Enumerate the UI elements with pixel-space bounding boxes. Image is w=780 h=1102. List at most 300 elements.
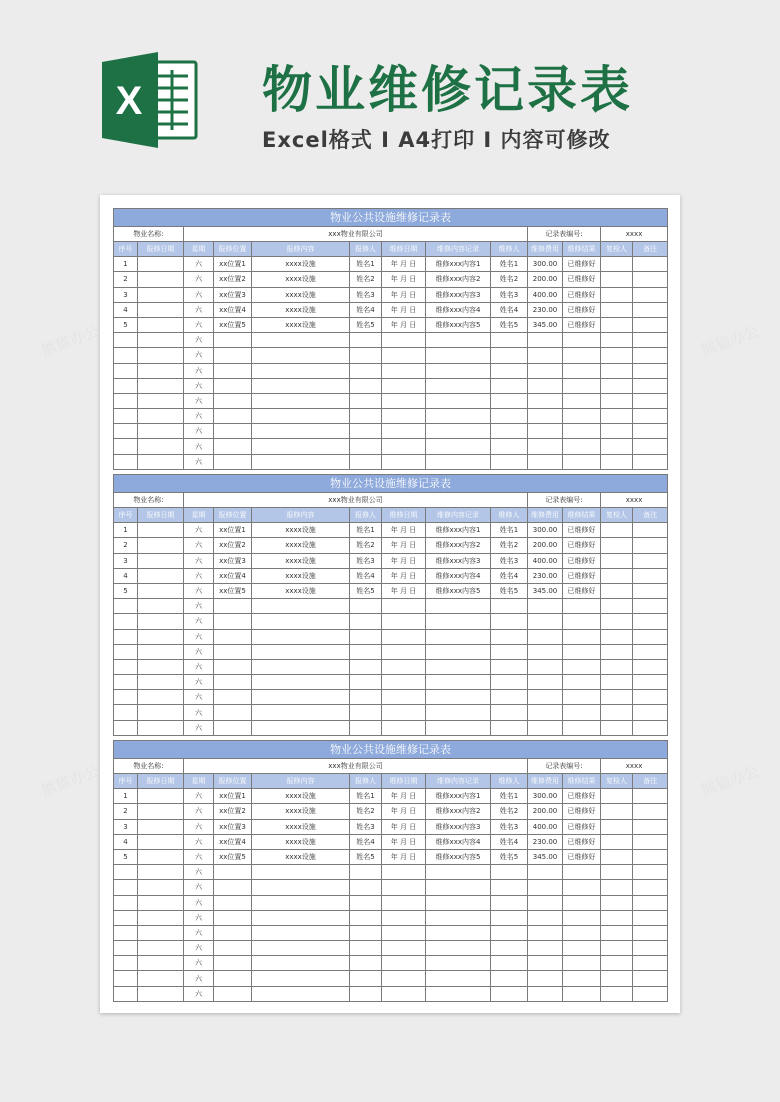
- table-cell: 六: [184, 317, 214, 332]
- table-cell: [138, 941, 184, 956]
- table-title-row: [114, 209, 668, 227]
- table-cell: [633, 424, 668, 439]
- table-cell: [491, 333, 528, 348]
- table-cell: [633, 599, 668, 614]
- table-cell: [138, 910, 184, 925]
- table-cell: 姓名3: [350, 287, 382, 302]
- table-cell: 年 月 日: [382, 523, 426, 538]
- table-cell: 维修xxx内容3: [426, 553, 491, 568]
- table-cell: [214, 629, 252, 644]
- table-cell: 已维修好: [563, 583, 601, 598]
- table-cell: 2: [114, 272, 138, 287]
- table-cell: [138, 409, 184, 424]
- table-row: [114, 378, 668, 393]
- table-cell: 年 月 日: [382, 272, 426, 287]
- table-cell: [214, 986, 252, 1001]
- table-cell: [601, 941, 633, 956]
- table-cell: xx位置1: [214, 523, 252, 538]
- table-cell: xx位置5: [214, 583, 252, 598]
- table-cell: 已维修好: [563, 523, 601, 538]
- table-cell: xxxx设施: [252, 804, 350, 819]
- table-cell: 六: [184, 424, 214, 439]
- table-cell: [426, 644, 491, 659]
- table-cell: 年 月 日: [382, 819, 426, 834]
- table-cell: [633, 705, 668, 720]
- table-title: 物业公共设施维修记录表: [114, 741, 668, 759]
- table-cell: [601, 895, 633, 910]
- table-cell: [114, 424, 138, 439]
- table-cell: [633, 956, 668, 971]
- table-row: [114, 705, 668, 720]
- table-cell: [252, 363, 350, 378]
- table-cell: [252, 675, 350, 690]
- table-cell: 六: [184, 287, 214, 302]
- table-cell: 六: [184, 675, 214, 690]
- table-cell: xxxx设施: [252, 849, 350, 864]
- table-cell: 六: [184, 439, 214, 454]
- table-cell: [491, 941, 528, 956]
- table-cell: [382, 941, 426, 956]
- column-header: 序号: [114, 508, 138, 523]
- table-cell: 5: [114, 317, 138, 332]
- table-cell: [563, 424, 601, 439]
- table-cell: xxxx设施: [252, 819, 350, 834]
- table-cell: 4: [114, 568, 138, 583]
- table-info-row: [114, 759, 668, 774]
- table-cell: [426, 378, 491, 393]
- table-row: [114, 538, 668, 553]
- table-cell: [633, 880, 668, 895]
- table-cell: 维修xxx内容5: [426, 583, 491, 598]
- table-cell: [350, 910, 382, 925]
- table-cell: [601, 925, 633, 940]
- maintenance-record-table: [113, 474, 668, 736]
- table-cell: [350, 393, 382, 408]
- table-cell: xx位置3: [214, 287, 252, 302]
- table-cell: [426, 629, 491, 644]
- table-cell: [633, 644, 668, 659]
- table-cell: 六: [184, 865, 214, 880]
- table-cell: 姓名4: [350, 568, 382, 583]
- table-cell: xx位置4: [214, 568, 252, 583]
- table-cell: [563, 880, 601, 895]
- table-cell: xx位置3: [214, 553, 252, 568]
- table-cell: [252, 880, 350, 895]
- table-cell: 六: [184, 925, 214, 940]
- table-cell: 200.00: [528, 538, 563, 553]
- table-cell: [633, 257, 668, 272]
- watermark: 熊猫办公: [698, 762, 762, 800]
- table-cell: [426, 720, 491, 735]
- column-header: 序号: [114, 774, 138, 789]
- table-cell: [382, 880, 426, 895]
- table-cell: [528, 659, 563, 674]
- table-cell: [528, 439, 563, 454]
- table-cell: [214, 454, 252, 469]
- table-cell: 已维修好: [563, 257, 601, 272]
- table-cell: [114, 956, 138, 971]
- table-cell: [491, 895, 528, 910]
- table-row: [114, 302, 668, 317]
- table-cell: [138, 568, 184, 583]
- table-cell: [528, 363, 563, 378]
- table-cell: [633, 302, 668, 317]
- table-cell: 姓名3: [350, 819, 382, 834]
- table-cell: [114, 409, 138, 424]
- table-cell: [382, 910, 426, 925]
- table-cell: [382, 675, 426, 690]
- table-cell: [426, 348, 491, 363]
- table-cell: [214, 956, 252, 971]
- table-cell: [138, 705, 184, 720]
- column-header: 报修日期: [138, 774, 184, 789]
- table-row: [114, 454, 668, 469]
- table-cell: [633, 523, 668, 538]
- table-row: [114, 439, 668, 454]
- column-header: 维修费用: [528, 774, 563, 789]
- column-header: 维修内容记录: [426, 774, 491, 789]
- table-cell: 345.00: [528, 849, 563, 864]
- column-header: 报修人: [350, 508, 382, 523]
- table-cell: [114, 895, 138, 910]
- table-cell: [601, 910, 633, 925]
- column-header: 星期: [184, 774, 214, 789]
- table-cell: 六: [184, 804, 214, 819]
- table-cell: [633, 834, 668, 849]
- table-cell: [138, 538, 184, 553]
- table-cell: [491, 925, 528, 940]
- table-cell: [633, 614, 668, 629]
- table-cell: [214, 941, 252, 956]
- table-cell: [138, 333, 184, 348]
- table-row: [114, 941, 668, 956]
- table-cell: 六: [184, 333, 214, 348]
- table-cell: 姓名4: [491, 834, 528, 849]
- table-cell: 维修xxx内容4: [426, 302, 491, 317]
- table-cell: [114, 454, 138, 469]
- table-row: [114, 986, 668, 1001]
- table-cell: 维修xxx内容3: [426, 287, 491, 302]
- record-number-value: xxxx: [601, 759, 668, 774]
- table-cell: [114, 910, 138, 925]
- table-cell: [601, 614, 633, 629]
- table-cell: 姓名1: [491, 789, 528, 804]
- table-cell: [528, 971, 563, 986]
- table-cell: 200.00: [528, 272, 563, 287]
- table-cell: [252, 925, 350, 940]
- table-cell: xx位置2: [214, 272, 252, 287]
- table-cell: 年 月 日: [382, 302, 426, 317]
- table-cell: [382, 454, 426, 469]
- table-cell: 已维修好: [563, 272, 601, 287]
- table-row: [114, 583, 668, 598]
- table-cell: [382, 705, 426, 720]
- table-row: [114, 789, 668, 804]
- column-header: 备注: [633, 508, 668, 523]
- table-cell: 六: [184, 705, 214, 720]
- table-cell: [138, 690, 184, 705]
- table-cell: [601, 849, 633, 864]
- table-cell: [563, 941, 601, 956]
- table-cell: [601, 956, 633, 971]
- table-cell: [633, 804, 668, 819]
- table-cell: [633, 629, 668, 644]
- table-cell: [114, 393, 138, 408]
- table-cell: 已维修好: [563, 849, 601, 864]
- table-cell: 姓名1: [491, 523, 528, 538]
- table-cell: 六: [184, 629, 214, 644]
- table-cell: [382, 971, 426, 986]
- table-cell: [382, 393, 426, 408]
- column-header: 报修日期: [138, 242, 184, 257]
- table-cell: [491, 659, 528, 674]
- table-row: [114, 804, 668, 819]
- table-cell: 姓名2: [491, 272, 528, 287]
- record-number-value: xxxx: [601, 493, 668, 508]
- table-cell: 六: [184, 302, 214, 317]
- table-row: [114, 409, 668, 424]
- watermark: 熊猫办公: [38, 322, 102, 360]
- table-cell: 300.00: [528, 523, 563, 538]
- table-cell: [633, 538, 668, 553]
- table-cell: [114, 941, 138, 956]
- table-cell: [491, 454, 528, 469]
- table-cell: [426, 409, 491, 424]
- table-cell: [491, 348, 528, 363]
- table-row: [114, 644, 668, 659]
- table-cell: 345.00: [528, 317, 563, 332]
- table-cell: [138, 317, 184, 332]
- table-row: [114, 272, 668, 287]
- table-cell: [350, 599, 382, 614]
- table-cell: [114, 644, 138, 659]
- table-cell: [350, 333, 382, 348]
- table-cell: [214, 705, 252, 720]
- table-cell: 姓名2: [350, 272, 382, 287]
- table-cell: [350, 675, 382, 690]
- column-header: 报修日期: [138, 508, 184, 523]
- table-cell: [214, 614, 252, 629]
- table-cell: [382, 659, 426, 674]
- column-header: 维修日期: [382, 508, 426, 523]
- table-cell: [563, 956, 601, 971]
- property-name-label: 物业名称:: [114, 227, 184, 242]
- table-cell: [114, 925, 138, 940]
- table-cell: [601, 720, 633, 735]
- table-cell: [633, 971, 668, 986]
- table-cell: [252, 895, 350, 910]
- excel-logo-icon: [100, 52, 200, 148]
- table-cell: [138, 439, 184, 454]
- table-cell: [528, 599, 563, 614]
- table-cell: [350, 705, 382, 720]
- table-cell: 姓名1: [350, 257, 382, 272]
- table-cell: [633, 333, 668, 348]
- table-cell: 六: [184, 409, 214, 424]
- table-cell: [491, 880, 528, 895]
- table-cell: 维修xxx内容3: [426, 819, 491, 834]
- table-cell: [138, 599, 184, 614]
- table-cell: xxxx设施: [252, 583, 350, 598]
- table-cell: [601, 644, 633, 659]
- table-cell: 维修xxx内容5: [426, 317, 491, 332]
- table-cell: [563, 614, 601, 629]
- table-cell: [252, 865, 350, 880]
- table-cell: [633, 720, 668, 735]
- table-cell: xxxx设施: [252, 302, 350, 317]
- table-cell: 姓名1: [350, 789, 382, 804]
- table-cell: xxxx设施: [252, 257, 350, 272]
- table-row: [114, 287, 668, 302]
- table-row: [114, 614, 668, 629]
- table-cell: [252, 393, 350, 408]
- table-cell: 200.00: [528, 804, 563, 819]
- table-cell: xxxx设施: [252, 568, 350, 583]
- column-header: 报修位置: [214, 508, 252, 523]
- table-cell: 姓名5: [350, 583, 382, 598]
- table-cell: 姓名1: [350, 523, 382, 538]
- table-info-row: [114, 227, 668, 242]
- table-cell: [214, 599, 252, 614]
- table-row: [114, 865, 668, 880]
- table-row: [114, 348, 668, 363]
- table-cell: 六: [184, 599, 214, 614]
- table-cell: [138, 393, 184, 408]
- table-cell: 维修xxx内容1: [426, 257, 491, 272]
- table-cell: 六: [184, 789, 214, 804]
- table-row: [114, 819, 668, 834]
- table-cell: [528, 675, 563, 690]
- table-cell: [426, 659, 491, 674]
- table-cell: [563, 971, 601, 986]
- column-header: 维修结果: [563, 774, 601, 789]
- column-header: 报修位置: [214, 774, 252, 789]
- table-cell: [563, 690, 601, 705]
- table-cell: 已维修好: [563, 834, 601, 849]
- table-cell: [528, 614, 563, 629]
- table-cell: 六: [184, 819, 214, 834]
- table-cell: 六: [184, 348, 214, 363]
- table-cell: [491, 393, 528, 408]
- table-cell: [426, 705, 491, 720]
- record-number-label: 记录表编号:: [528, 227, 601, 242]
- table-cell: [491, 720, 528, 735]
- page-title: 物业维修记录表: [262, 61, 633, 119]
- table-cell: [633, 348, 668, 363]
- table-cell: 已维修好: [563, 568, 601, 583]
- table-cell: [382, 865, 426, 880]
- table-cell: [491, 439, 528, 454]
- table-cell: [252, 956, 350, 971]
- table-cell: [350, 659, 382, 674]
- table-cell: 姓名5: [350, 317, 382, 332]
- table-cell: [252, 424, 350, 439]
- table-cell: [563, 439, 601, 454]
- table-cell: [563, 454, 601, 469]
- table-cell: [528, 910, 563, 925]
- table-cell: [528, 424, 563, 439]
- table-cell: [563, 644, 601, 659]
- table-cell: [601, 675, 633, 690]
- table-cell: 年 月 日: [382, 568, 426, 583]
- table-cell: [350, 986, 382, 1001]
- table-cell: [114, 363, 138, 378]
- table-cell: 姓名5: [491, 317, 528, 332]
- table-cell: [382, 348, 426, 363]
- table-title-row: [114, 475, 668, 493]
- table-cell: [528, 941, 563, 956]
- table-cell: [138, 272, 184, 287]
- table-cell: xxxx设施: [252, 317, 350, 332]
- table-cell: [138, 287, 184, 302]
- table-cell: 姓名3: [491, 553, 528, 568]
- table-cell: [114, 333, 138, 348]
- table-cell: [252, 690, 350, 705]
- table-row: [114, 834, 668, 849]
- table-cell: [214, 424, 252, 439]
- table-cell: [214, 409, 252, 424]
- column-header: 维修结果: [563, 508, 601, 523]
- column-header: 维修费用: [528, 242, 563, 257]
- page-subtitle: Excel格式 I A4打印 I 内容可修改: [262, 128, 611, 152]
- table-cell: [528, 880, 563, 895]
- table-cell: [350, 941, 382, 956]
- table-cell: [426, 956, 491, 971]
- table-cell: [528, 720, 563, 735]
- table-cell: [138, 583, 184, 598]
- table-cell: 六: [184, 393, 214, 408]
- table-cell: [382, 363, 426, 378]
- table-cell: [114, 599, 138, 614]
- column-header: 复检人: [601, 774, 633, 789]
- table-cell: [633, 849, 668, 864]
- table-cell: [426, 895, 491, 910]
- column-header: 复检人: [601, 508, 633, 523]
- table-cell: [214, 895, 252, 910]
- table-cell: [601, 690, 633, 705]
- table-cell: [528, 378, 563, 393]
- table-cell: xxxx设施: [252, 523, 350, 538]
- table-cell: [491, 971, 528, 986]
- table-cell: [633, 454, 668, 469]
- table-cell: 六: [184, 895, 214, 910]
- table-cell: [633, 789, 668, 804]
- table-cell: 年 月 日: [382, 583, 426, 598]
- table-cell: 230.00: [528, 834, 563, 849]
- table-cell: [138, 789, 184, 804]
- table-cell: [382, 956, 426, 971]
- table-cell: [114, 348, 138, 363]
- table-cell: [601, 804, 633, 819]
- table-cell: [426, 971, 491, 986]
- table-cell: [633, 819, 668, 834]
- table-cell: [563, 720, 601, 735]
- table-header-row: [114, 774, 668, 789]
- table-cell: 六: [184, 378, 214, 393]
- table-cell: 300.00: [528, 257, 563, 272]
- table-cell: [252, 614, 350, 629]
- table-cell: [252, 720, 350, 735]
- table-cell: [214, 363, 252, 378]
- column-header: 维修内容记录: [426, 508, 491, 523]
- table-cell: [114, 629, 138, 644]
- table-cell: [252, 986, 350, 1001]
- column-header: 维修费用: [528, 508, 563, 523]
- table-cell: [528, 986, 563, 1001]
- table-cell: [563, 895, 601, 910]
- table-cell: [491, 424, 528, 439]
- table-cell: [633, 287, 668, 302]
